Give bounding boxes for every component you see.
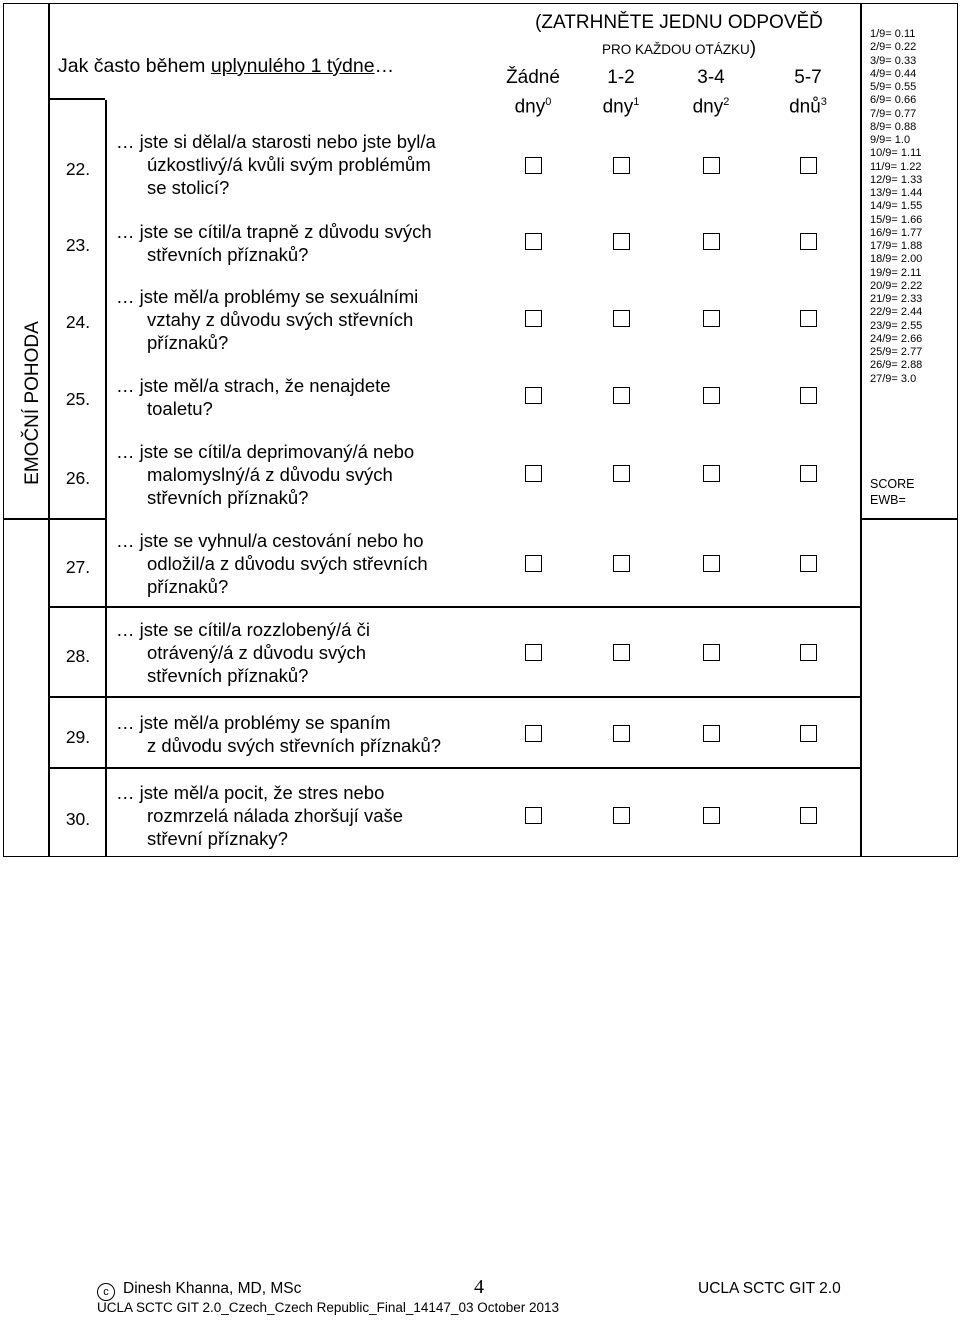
score-label: SCORE EWB= [870, 477, 915, 507]
checkbox-q28-1-2[interactable] [613, 644, 630, 661]
score-entry: 12/9= 1.33 [870, 173, 923, 186]
question-number: 28. [65, 646, 91, 666]
checkbox-q28-5-7[interactable] [800, 644, 817, 661]
score-entry: 8/9= 0.88 [870, 120, 917, 133]
question-number: 27. [65, 557, 91, 577]
checkbox-q26-5-7[interactable] [800, 465, 817, 482]
checkbox-q30-3-4[interactable] [703, 807, 720, 824]
section-label [18, 283, 48, 523]
checkbox-q27-1-2[interactable] [613, 555, 630, 572]
checkbox-q23-3-4[interactable] [703, 233, 720, 250]
column-header-1-2: 1-2 dny$^1$ [602, 67, 640, 118]
score-entry: 6/9= 0.66 [870, 94, 917, 107]
checkbox-q24-5-7[interactable] [800, 310, 817, 327]
score-entry: 9/9= 1.0 [870, 134, 911, 146]
checkbox-q30-1-2[interactable] [613, 807, 630, 824]
question-text: … jste měl/a strach, že nenajdete toaletu? [116, 375, 391, 419]
question-text: … jste se cítil/a deprimovaný/á nebo malomyslný/á z důvodu svých střevních příznaků? [116, 441, 415, 508]
checkbox-q26-1-2[interactable] [613, 465, 630, 482]
checkbox-q29-3-4[interactable] [703, 725, 720, 742]
footer-instrument-name: UCLA SCTC GIT 2.0 [698, 1280, 841, 1297]
checkbox-q29-1-2[interactable] [613, 725, 630, 742]
page-number: 4 [474, 1276, 484, 1298]
checkbox-q29-none[interactable] [525, 725, 542, 742]
checkbox-q28-3-4[interactable] [703, 644, 720, 661]
score-entry: 2/9= 0.22 [870, 41, 917, 54]
score-entry: 10/9= 1.11 [870, 147, 922, 160]
score-entry: 16/9= 1.77 [870, 226, 923, 239]
checkbox-q25-3-4[interactable] [703, 387, 720, 404]
question-stem: Jak často během uplynulého 1 týdne… [58, 55, 395, 77]
score-entry: 23/9= 2.55 [870, 319, 923, 332]
question-text: … jste měl/a problémy se spaním z důvodu svých střevních příznaků? [116, 712, 442, 756]
checkbox-q30-none[interactable] [525, 807, 542, 824]
score-entry: 1/9= 0.11 [870, 28, 916, 40]
instruction-line-2: PRO KAŽDOU OTÁZKU) [601, 38, 757, 59]
score-entry: 3/9= 0.33 [870, 54, 917, 67]
checkbox-q22-5-7[interactable] [800, 157, 817, 174]
question-text: … jste se vyhnul/a cestování nebo ho odložil/a z důvodu svých střevních příznaků? [116, 530, 428, 597]
checkbox-q28-none[interactable] [525, 644, 542, 661]
checkbox-q29-5-7[interactable] [800, 725, 817, 742]
score-entry: 21/9= 2.33 [870, 293, 923, 305]
question-number: 29. [65, 727, 91, 747]
question-number: 24. [65, 312, 91, 332]
scoring-table [870, 28, 922, 386]
checkbox-q27-none[interactable] [525, 555, 542, 572]
question-text: … jste měl/a problémy se sexuálními vztahy z důvodu svých střevních příznaků? [116, 286, 419, 353]
timeframe-underlined: uplynulého 1 týdne [210, 55, 375, 77]
question-number: 23. [65, 235, 91, 255]
row-divider [48, 767, 860, 769]
checkbox-q24-none[interactable] [525, 310, 542, 327]
score-entry: 14/9= 1.55 [870, 200, 923, 213]
checkbox-q25-none[interactable] [525, 387, 542, 404]
score-entry: 25/9= 2.77 [870, 346, 923, 358]
row-divider [48, 606, 860, 608]
copyright-icon: c [97, 1283, 115, 1301]
checkbox-q25-1-2[interactable] [613, 387, 630, 404]
section-label-text: EMOČNÍ POHODA [22, 321, 43, 485]
footer-file-name: UCLA SCTC GIT 2.0_Czech_Czech Republic_Final_14147_03 October 2013 [97, 1300, 560, 1315]
checkbox-q27-5-7[interactable] [800, 555, 817, 572]
question-text: … jste měl/a pocit, že stres nebo rozmrzelá nálada zhoršují vaše střevní příznaky? [116, 782, 404, 849]
row-divider [48, 696, 860, 698]
question-number: 25. [65, 389, 91, 409]
checkbox-q24-1-2[interactable] [613, 310, 630, 327]
score-entry: 15/9= 1.66 [870, 213, 923, 226]
scoring-end-divider [860, 518, 958, 520]
checkbox-q22-1-2[interactable] [613, 157, 630, 174]
checkbox-q26-3-4[interactable] [703, 465, 720, 482]
score-entry: 22/9= 2.44 [870, 306, 923, 319]
score-entry: 26/9= 2.88 [870, 359, 923, 372]
header-divider [48, 98, 105, 100]
checkbox-q25-5-7[interactable] [800, 387, 817, 404]
score-entry: 18/9= 2.00 [870, 253, 923, 266]
score-entry: 19/9= 2.11 [870, 266, 922, 279]
checkbox-q26-none[interactable] [525, 465, 542, 482]
footer-copyright: c Dinesh Khanna, MD, MSc [97, 1280, 301, 1301]
score-entry: 24/9= 2.66 [870, 332, 923, 345]
score-entry: 20/9= 2.22 [870, 279, 923, 292]
checkbox-q22-none[interactable] [525, 157, 542, 174]
checkbox-q24-3-4[interactable] [703, 310, 720, 327]
column-divider-scoring [860, 3, 862, 857]
question-text: … jste se cítil/a rozzlobený/á či otrávený/á z důvodu svých střevních příznaků? [116, 619, 370, 686]
column-header-none: Žádné dny$^0$ [506, 67, 560, 118]
score-entry: 5/9= 0.55 [870, 81, 917, 93]
checkbox-q30-5-7[interactable] [800, 807, 817, 824]
checkbox-q22-3-4[interactable] [703, 157, 720, 174]
column-header-5-7: 5-7 dnů$^3$ [789, 67, 827, 118]
question-number: 30. [65, 809, 91, 829]
question-number: 22. [65, 159, 91, 179]
checkbox-q23-1-2[interactable] [613, 233, 630, 250]
score-entry: 4/9= 0.44 [870, 67, 917, 80]
column-header-3-4: 3-4 dny$^2$ [692, 67, 730, 118]
question-text: … jste si dělal/a starosti nebo jste byl/a úzkostlivý/á kvůli svým problémům se stolicí? [116, 131, 436, 198]
checkbox-q27-3-4[interactable] [703, 555, 720, 572]
score-entry: 17/9= 1.88 [870, 240, 923, 252]
checkbox-q23-none[interactable] [525, 233, 542, 250]
score-entry: 11/9= 1.22 [870, 160, 922, 173]
score-entry: 27/9= 3.0 [870, 372, 917, 385]
score-entry: 7/9= 0.77 [870, 107, 917, 120]
score-entry: 13/9= 1.44 [870, 187, 923, 199]
checkbox-q23-5-7[interactable] [800, 233, 817, 250]
question-number: 26. [65, 468, 91, 488]
question-text: … jste se cítil/a trapně z důvodu svých střevních příznaků? [116, 221, 432, 265]
instruction-line-1: (ZATRHNĚTE JEDNU ODPOVĚĎ [535, 12, 823, 33]
